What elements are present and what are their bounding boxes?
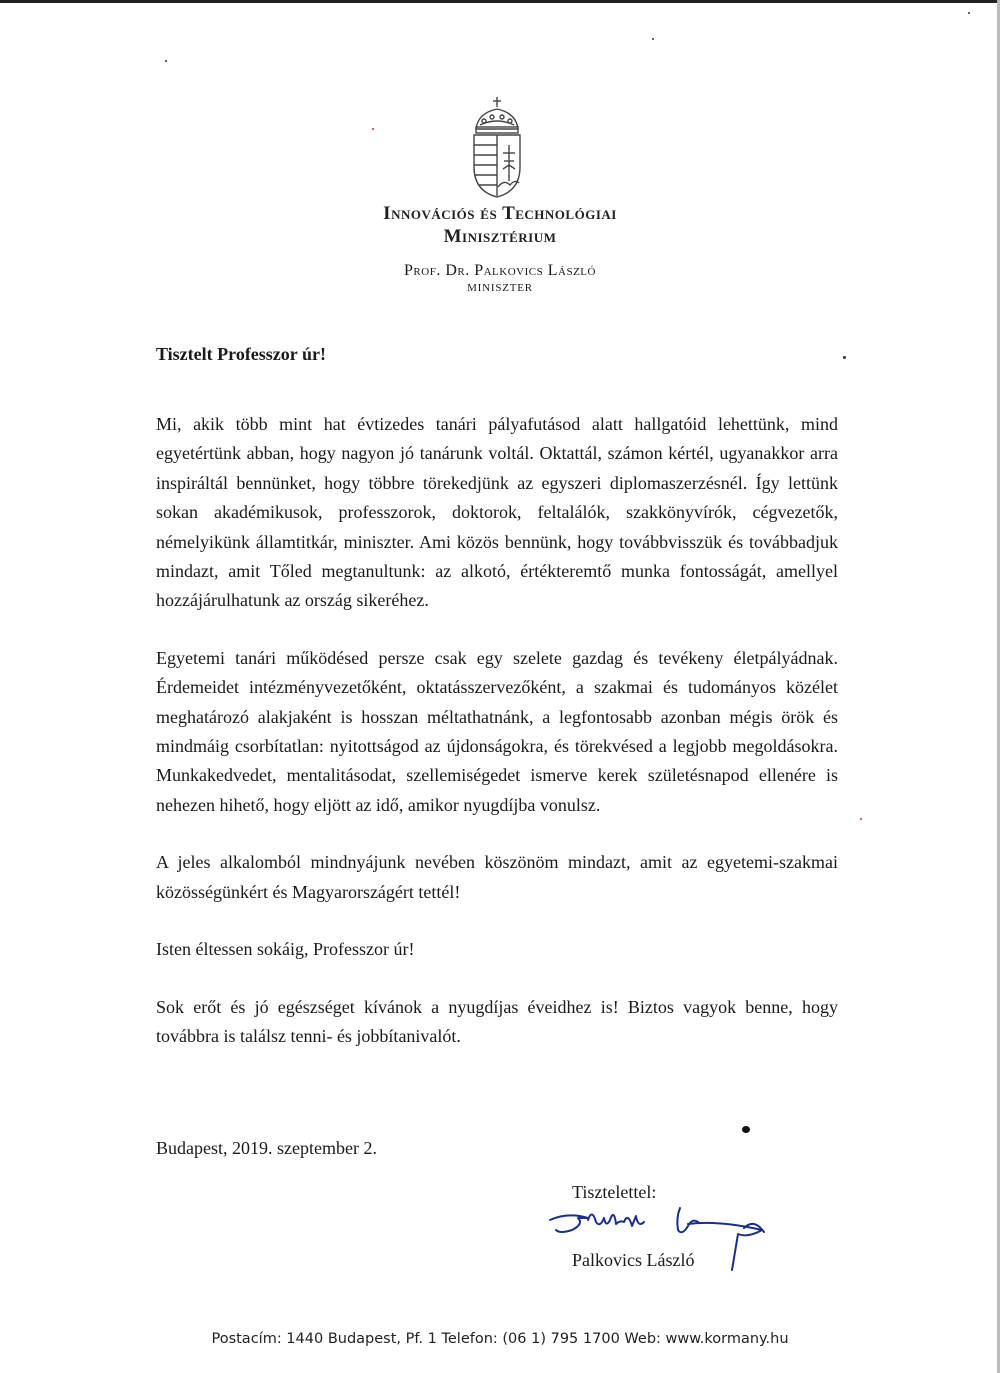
hungarian-coat-of-arms-icon bbox=[470, 95, 524, 199]
salutation: Tisztelt Professzor úr! bbox=[156, 344, 326, 364]
letter-paragraph: Egyetemi tanári működésed persze csak egy szelete gazdag és tevékeny életpályádnak. Érdemeidet intézményvezetőként, oktatásszervezőként, a szakmai és tudományos közélet meghatározó alakjaként is hosszan méltathatnánk, a legfontosabb azonban mégis örök és mindmáig csorbítatlan: nyitottságod az újdonságokra, és törekvésed a legjobb megoldásokra. Munkakedvedet, mentalitásodat, szellemiségedet ismerve kerek születésnapod ellenére is nehezen hihető, hogy eljött az idő, amikor nyugdíjba vonulsz. bbox=[156, 647, 838, 815]
letter-paragraph: A jeles alkalomból mindnyájunk nevében köszönöm mindazt, amit az egyetemi-szakmai közösségünkért és Magyarországért tettél! bbox=[156, 852, 838, 902]
scan-speck bbox=[372, 128, 374, 130]
minister-title: MINISZTER bbox=[467, 282, 533, 294]
scan-edge-top bbox=[0, 0, 1000, 3]
closing: Tisztelettel: bbox=[572, 1182, 657, 1202]
scan-speck bbox=[860, 818, 862, 820]
scan-speck bbox=[165, 60, 167, 62]
footer-contact: Postacím: 1440 Budapest, Pf. 1 Telefon: (06 1) 795 1700 Web: www.kormany.hu bbox=[211, 1331, 789, 1347]
scan-speck bbox=[742, 1126, 750, 1133]
letter-body bbox=[156, 410, 838, 1051]
letter-paragraph: Mi, akik több mint hat évtizedes tanári pályafutásod alatt hallgatóid lehettünk, mind egyetértünk abban, hogy nagyon jó tanárunk voltál. Oktattál, számon kértél, ugyanakkor arra inspiráltál bennünket, hogy többre törekedjünk az egyszeri diplomaszerzésnél. Így lettünk sokan akadémikusok, professzorok, doktorok, feltalálók, szakkönyvírók, cégvezetők, némelyikünk államtitkár, miniszter. Ami közös bennünk, hogy továbbvisszük és továbbadjuk mindazt, amit Tőled megtanultunk: az alkotó, értékteremtő munka fontosságát, amellyel hozzájárulhatunk az ország sikeréhez. bbox=[156, 414, 838, 611]
letter-paragraph: Isten éltessen sokáig, Professzor úr! bbox=[156, 939, 415, 960]
place-and-date: Budapest, 2019. szeptember 2. bbox=[156, 1138, 377, 1158]
letter-paragraph: Sok erőt és jó egészséget kívánok a nyugdíjas éveidhez is! Biztos vagyok benne, hogy továbbra is találsz tenni- és jobbítanivalót. bbox=[156, 996, 838, 1046]
scan-speck bbox=[652, 38, 654, 40]
scan-speck bbox=[843, 356, 846, 359]
ministry-name-line1: Innovációs és Technológiai bbox=[383, 203, 617, 224]
signer-name: Palkovics László bbox=[572, 1250, 695, 1270]
scan-speck bbox=[968, 12, 970, 14]
minister-name: Prof. Dr. Palkovics László bbox=[404, 262, 596, 279]
ministry-name bbox=[300, 202, 700, 248]
ministry-name-line2: Minisztérium bbox=[443, 226, 557, 247]
